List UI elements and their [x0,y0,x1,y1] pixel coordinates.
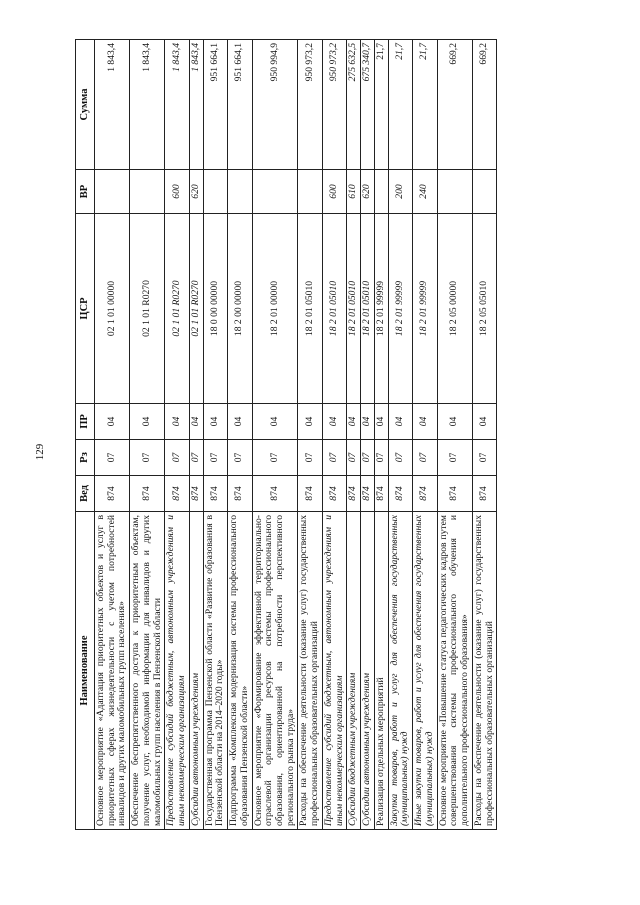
cell-csr: 02 1 01 R0270 [165,214,189,404]
cell-pr: 04 [298,404,322,440]
cell-sum: 1 843,4 [95,40,130,170]
cell-sum: 1 843,4 [189,40,203,170]
cell-ved: 874 [252,476,298,512]
cell-csr: 02 1 01 R0270 [130,214,165,404]
cell-csr: 18 2 01 99999 [374,214,388,404]
table-row [322,40,346,830]
cell-pr: 04 [130,404,165,440]
cell-sum: 21,7 [413,40,437,170]
cell-pr: 04 [228,404,252,440]
cell-vr: 620 [361,170,375,214]
table-row [203,40,227,830]
cell-csr: 18 2 05 05010 [472,214,496,404]
cell-sum: 21,7 [374,40,388,170]
cell-vr [298,170,322,214]
cell-csr: 18 2 01 99999 [388,214,412,404]
cell-rz: 07 [95,440,130,476]
header-sum: Сумма [76,40,95,170]
table-body [95,40,497,830]
cell-rz: 07 [347,440,361,476]
cell-ved: 874 [413,476,437,512]
cell-pr: 04 [347,404,361,440]
cell-ved: 874 [203,476,227,512]
header-rz: Рз [76,440,95,476]
cell-pr: 04 [203,404,227,440]
cell-name: Государственная программа Пензенской области «Развитие образования в Пензенской области на 2014–2020 годы» [203,512,227,830]
cell-rz: 07 [252,440,298,476]
cell-sum: 669,2 [437,40,472,170]
cell-rz: 07 [189,440,203,476]
cell-vr: 600 [322,170,346,214]
cell-csr: 18 0 00 00000 [203,214,227,404]
cell-name: Реализация отдельных мероприятий [374,512,388,830]
cell-name: Субсидии автономным учреждениям [189,512,203,830]
cell-csr: 18 2 05 00000 [437,214,472,404]
cell-name: Расходы на обеспечение деятельности (оказание услуг) государственных профессиональных образовательных организаций [472,512,496,830]
cell-vr [252,170,298,214]
cell-sum: 675 340,7 [361,40,375,170]
table-row [252,40,298,830]
table-row [347,40,361,830]
cell-pr: 04 [165,404,189,440]
cell-ved: 874 [347,476,361,512]
cell-name: Обеспечение беспрепятственного доступа к приоритетным объектам, получение услуг, необходимой информации для инвалидов и других маломобильных групп населения в Пензенской области [130,512,165,830]
cell-pr: 04 [472,404,496,440]
header-row [76,40,95,830]
table-row [361,40,375,830]
cell-csr: 18 2 01 99999 [413,214,437,404]
cell-rz: 07 [130,440,165,476]
cell-rz: 07 [322,440,346,476]
cell-name: Расходы на обеспечение деятельности (оказание услуг) государственных профессиональных образовательных организаций [298,512,322,830]
cell-name: Закупка товаров, работ и услуг для обеспечения государственных (муниципальных) нужд [388,512,412,830]
cell-vr: 200 [388,170,412,214]
cell-ved: 874 [388,476,412,512]
cell-rz: 07 [374,440,388,476]
cell-vr: 600 [165,170,189,214]
cell-sum: 1 843,4 [130,40,165,170]
cell-csr: 18 2 01 05010 [361,214,375,404]
cell-rz: 07 [228,440,252,476]
table-row [374,40,388,830]
cell-sum: 951 664,1 [203,40,227,170]
cell-sum: 950 973,2 [322,40,346,170]
budget-table-rotated [75,40,575,830]
cell-pr: 04 [189,404,203,440]
cell-ved: 874 [437,476,472,512]
cell-sum: 950 994,9 [252,40,298,170]
cell-ved: 874 [322,476,346,512]
cell-csr: 18 2 01 05010 [322,214,346,404]
cell-ved: 874 [298,476,322,512]
header-ved: Вед [76,476,95,512]
cell-csr: 18 2 01 05010 [347,214,361,404]
cell-vr: 240 [413,170,437,214]
cell-pr: 04 [413,404,437,440]
cell-ved: 874 [228,476,252,512]
cell-sum: 275 632,5 [347,40,361,170]
table-row [228,40,252,830]
table-row [388,40,412,830]
cell-vr [228,170,252,214]
cell-rz: 07 [437,440,472,476]
budget-table [75,39,497,830]
table-row [165,40,189,830]
cell-ved: 874 [165,476,189,512]
cell-name: Иные закупки товаров, работ и услуг для обеспечения государственных (муниципальных) нужд [413,512,437,830]
cell-ved: 874 [189,476,203,512]
header-pr: ПР [76,404,95,440]
cell-vr: 610 [347,170,361,214]
cell-name: Подпрограмма «Комплексная модернизация системы профессионального образования Пензенской области» [228,512,252,830]
cell-vr [437,170,472,214]
cell-sum: 669,2 [472,40,496,170]
cell-rz: 07 [388,440,412,476]
table-row [189,40,203,830]
header-csr: ЦСР [76,214,95,404]
cell-csr: 18 2 00 00000 [228,214,252,404]
cell-vr [130,170,165,214]
cell-name: Основное мероприятие «Повышение статуса педагогических кадров путем совершенствования системы профессионального обучения и дополнительного профессионального образования» [437,512,472,830]
cell-pr: 04 [437,404,472,440]
cell-rz: 07 [472,440,496,476]
cell-pr: 04 [252,404,298,440]
table-row [298,40,322,830]
cell-vr [374,170,388,214]
cell-rz: 07 [203,440,227,476]
cell-pr: 04 [374,404,388,440]
table-row [472,40,496,830]
cell-pr: 04 [388,404,412,440]
cell-name: Предоставление субсидий бюджетным, автономным учреждениям и иным некоммерческим организациям [165,512,189,830]
cell-name: Субсидии автономным учреждениям [361,512,375,830]
table-row [95,40,130,830]
cell-csr: 02 1 01 00000 [95,214,130,404]
cell-sum: 1 843,4 [165,40,189,170]
cell-ved: 874 [374,476,388,512]
cell-name: Основное мероприятие «Адаптация приоритетных объектов и услуг в приоритетных сферах жизнедеятельности с учетом потребностей инвалидов и других маломобильных групп населения» [95,512,130,830]
cell-name: Субсидии бюджетным учреждениям [347,512,361,830]
header-vr: ВР [76,170,95,214]
cell-sum: 951 664,1 [228,40,252,170]
cell-ved: 874 [472,476,496,512]
page-number: 129 [34,443,46,461]
cell-name: Основное мероприятие «Формирование эффективной территориально-отраслевой организации ресурсов системы профессионального образования, ориентированной на потребности перспективного регионального рынка труда» [252,512,298,830]
table-row [437,40,472,830]
cell-csr: 02 1 01 R0270 [189,214,203,404]
cell-csr: 18 2 01 00000 [252,214,298,404]
cell-ved: 874 [95,476,130,512]
cell-pr: 04 [361,404,375,440]
table-row [130,40,165,830]
cell-vr [95,170,130,214]
cell-rz: 07 [413,440,437,476]
cell-sum: 21,7 [388,40,412,170]
cell-vr [472,170,496,214]
table-row [413,40,437,830]
cell-vr [203,170,227,214]
cell-vr: 620 [189,170,203,214]
cell-rz: 07 [298,440,322,476]
header-name: Наименование [76,512,95,830]
cell-pr: 04 [95,404,130,440]
cell-sum: 950 973,2 [298,40,322,170]
cell-rz: 07 [361,440,375,476]
cell-ved: 874 [361,476,375,512]
cell-ved: 874 [130,476,165,512]
cell-name: Предоставление субсидий бюджетным, автономным учреждениям и иным некоммерческим организациям [322,512,346,830]
cell-pr: 04 [322,404,346,440]
cell-csr: 18 2 01 05010 [298,214,322,404]
cell-rz: 07 [165,440,189,476]
